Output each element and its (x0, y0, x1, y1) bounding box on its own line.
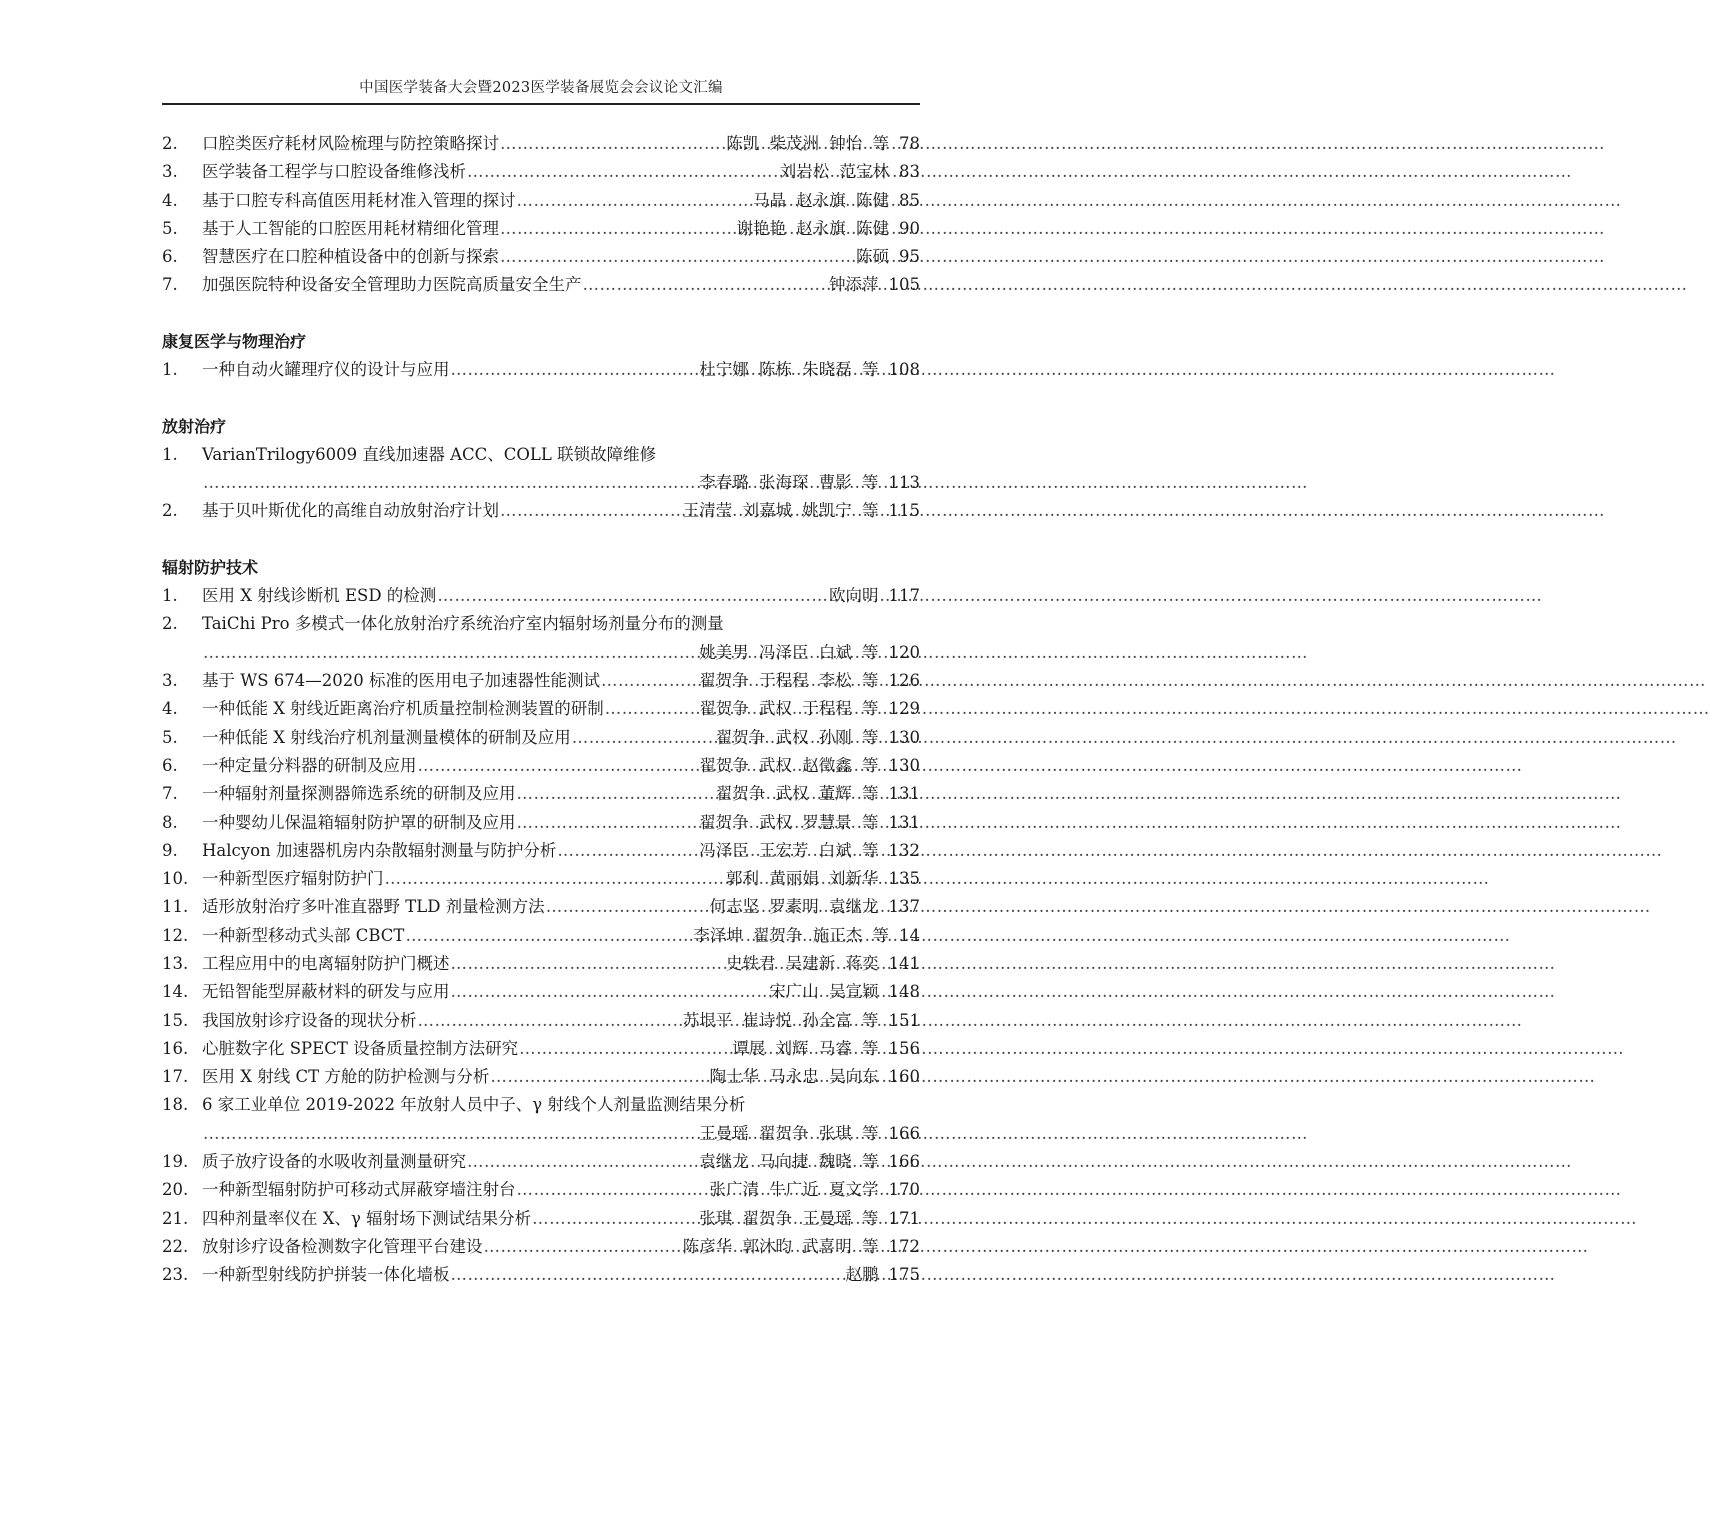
entry-authors: 王清莹 刘嘉城 姚凯宁 等 (682, 501, 879, 521)
entry-page: 148 (888, 982, 920, 1002)
entry-number: 14. (162, 982, 189, 1002)
toc-entry (162, 130, 920, 158)
entry-title: 我国放射诊疗设备的现状分析 (202, 1010, 417, 1030)
entry-number: 2. (162, 501, 178, 521)
entry-page: 166 (888, 1152, 920, 1172)
entry-number: 23. (162, 1265, 189, 1285)
entry-number: 9. (162, 840, 178, 860)
toc-entry (162, 978, 920, 1006)
entry-number: 5. (162, 727, 178, 747)
entry-authors: 谭展 刘辉 马睿 等 (732, 1038, 879, 1058)
leader-dots (517, 187, 753, 215)
entry-page: 131 (888, 812, 920, 832)
entry-authors: 冯泽臣 王宏芳 白斌 等 (699, 840, 879, 860)
entry-number: 2. (162, 614, 178, 634)
toc-entry (162, 922, 920, 950)
entry-number: 12. (162, 925, 189, 945)
toc-entry (162, 865, 920, 893)
leader-dots (203, 1120, 698, 1148)
entry-title: 一种新型医疗辐射防护门 (202, 869, 384, 889)
toc-entry (162, 243, 920, 271)
entry-page: 108 (888, 360, 920, 380)
entry-page: 175 (888, 1265, 920, 1285)
toc-entry (162, 1035, 920, 1063)
entry-number: 7. (162, 275, 178, 295)
entry-page: 131 (888, 784, 920, 804)
toc-entry (162, 837, 920, 865)
entry-authors: 张广清 牛广近 夏文学 (709, 1180, 879, 1200)
leader-dots (451, 950, 726, 978)
toc-entry (162, 356, 920, 384)
entry-title: 一种新型射线防护拼装一体化墙板 (202, 1265, 450, 1285)
page-header: 中国医学装备大会暨2023医学装备展览会会议论文汇编 (162, 76, 920, 105)
leader-dots (583, 271, 829, 299)
entry-page: 14 (899, 925, 920, 945)
toc-entry (162, 1176, 920, 1204)
leader-dots (532, 1205, 698, 1233)
section-spacer (162, 526, 920, 554)
leader-dots (546, 893, 709, 921)
entry-authors: 陶士华 马永忠 吴向东 (709, 1067, 879, 1087)
leader-dots (500, 215, 736, 243)
entry-page: 129 (888, 699, 920, 719)
entry-title: 智慧医疗在口腔种植设备中的创新与探索 (202, 247, 499, 267)
entry-number: 6. (162, 755, 178, 775)
entry-number: 3. (162, 671, 178, 691)
entry-authors: 张琪 翟贺争 王曼瑶 等 (699, 1208, 879, 1228)
entry-number: 3. (162, 162, 178, 182)
entry-page: 130 (888, 755, 920, 775)
entry-page: 160 (888, 1067, 920, 1087)
entry-title: 一种定量分料器的研制及应用 (202, 755, 417, 775)
entry-title: 工程应用中的电离辐射防护门概述 (202, 954, 450, 973)
leader-dots (451, 978, 769, 1006)
entry-number: 15. (162, 1010, 189, 1030)
entry-title: 一种新型辐射防护可移动式屏蔽穿墙注射台 (202, 1180, 516, 1200)
entry-authors: 陈硕 (856, 247, 889, 267)
entry-title: 无铅智能型屏蔽材料的研发与应用 (202, 982, 450, 1002)
entry-page: 126 (888, 671, 920, 691)
entry-page: 113 (888, 473, 920, 493)
entry-title: 基于 WS 674—2020 标准的医用电子加速器性能测试 (202, 671, 600, 691)
entry-number: 1. (162, 444, 178, 464)
entry-authors: 苏垠平 崔诗悦 孙全富 等 (682, 1010, 879, 1030)
toc-entry (162, 1007, 920, 1035)
toc-entry-title-line (162, 1091, 920, 1119)
entry-page: 117 (888, 586, 920, 606)
entry-page: 135 (888, 869, 920, 889)
toc-entry-title-line (162, 610, 920, 638)
leader-dots (484, 1233, 682, 1261)
entry-number: 17. (162, 1067, 189, 1087)
entry-number: 5. (162, 218, 178, 238)
entry-title: 质子放疗设备的水吸收剂量测量研究 (202, 1152, 466, 1172)
toc-entry (162, 271, 920, 299)
leader-dots (467, 1148, 698, 1176)
entry-authors: 何志坚 罗素明 袁继龙 (709, 897, 879, 917)
leader-dots (605, 695, 699, 723)
entry-authors: 马晶 赵永旗 陈健 (753, 190, 889, 210)
entry-title: 四种剂量率仪在 X、γ 辐射场下测试结果分析 (202, 1208, 532, 1228)
entry-number: 8. (162, 812, 178, 832)
entry-page: 85 (899, 190, 920, 210)
entry-authors: 姚美男 冯泽臣 白斌 等 (699, 642, 879, 662)
entry-number: 7. (162, 784, 178, 804)
entry-authors: 翟贺争 于程程 李松 等 (699, 671, 879, 691)
entry-page: 90 (899, 218, 920, 238)
entry-authors: 翟贺争 武权 罗慧景 等 (699, 812, 879, 832)
entry-number: 4. (162, 190, 178, 210)
entry-page: 156 (888, 1038, 920, 1058)
entry-authors: 翟贺争 武权 于程程 等 (699, 699, 879, 719)
entry-number: 19. (162, 1152, 189, 1172)
entry-title: VarianTrilogy6009 直线加速器 ACC、COLL 联锁故障维修 (202, 444, 657, 464)
entry-title: 医用 X 射线诊断机 ESD 的检测 (202, 586, 437, 606)
entry-number: 10. (162, 869, 189, 889)
leader-dots (500, 130, 725, 158)
entry-title: 加强医院特种设备安全管理助力医院高质量安全生产 (202, 275, 582, 295)
table-of-contents (162, 130, 920, 1290)
entry-title: 心脏数字化 SPECT 设备质量控制方法研究 (202, 1038, 519, 1058)
entry-number: 11. (162, 897, 189, 917)
toc-entry-author-line (162, 639, 920, 667)
section-spacer (162, 384, 920, 412)
entry-page: 172 (888, 1236, 920, 1256)
leader-dots (203, 639, 698, 667)
entry-number: 18. (162, 1095, 189, 1115)
entry-title: 医学装备工程学与口腔设备维修浅析 (202, 162, 466, 182)
entry-title: TaiChi Pro 多模式一体化放射治疗系统治疗室内辐射场剂量分布的测量 (202, 614, 724, 634)
entry-authors: 李泽坤 翟贺争 施正杰 等 (693, 925, 889, 945)
entry-title: 口腔类医疗耗材风险梳理与防控策略探讨 (202, 134, 499, 153)
entry-page: 95 (899, 247, 920, 267)
toc-entry (162, 780, 920, 808)
toc-entry (162, 158, 920, 186)
leader-dots (490, 1063, 708, 1091)
toc-entry (162, 582, 920, 610)
leader-dots (385, 865, 726, 893)
entry-page: 141 (888, 954, 920, 973)
leader-dots (557, 837, 698, 865)
entry-number: 1. (162, 360, 178, 380)
toc-entry (162, 1233, 920, 1261)
toc-entry-title-line (162, 441, 920, 469)
section-heading: 辐射防护技术 (162, 558, 259, 578)
entry-number: 16. (162, 1038, 189, 1058)
leader-dots (500, 497, 682, 525)
entry-authors: 翟贺争 武权 赵徵鑫 等 (699, 755, 879, 775)
entry-title: 一种新型移动式头部 CBCT (202, 925, 405, 945)
section-heading: 康复医学与物理治疗 (162, 332, 307, 352)
entry-authors: 刘岩松 范宝林 (779, 162, 889, 182)
toc-entry (162, 187, 920, 215)
entry-title: 6 家工业单位 2019-2022 年放射人员中子、γ 射线个人剂量监测结果分析 (202, 1095, 746, 1115)
entry-page: 166 (888, 1123, 920, 1143)
leader-dots (519, 1035, 731, 1063)
toc-entry (162, 950, 920, 978)
entry-title: 基于口腔专科高值医用耗材准入管理的探讨 (202, 190, 516, 210)
leader-dots (601, 667, 698, 695)
entry-page: 130 (888, 727, 920, 747)
entry-page: 120 (888, 642, 920, 662)
entry-authors: 袁继龙 马向捷 魏晓 等 (699, 1152, 879, 1172)
leader-dots (203, 469, 698, 497)
entry-title: 医用 X 射线 CT 方舱的防护检测与分析 (202, 1067, 490, 1087)
entry-number: 21. (162, 1208, 189, 1228)
entry-number: 22. (162, 1236, 189, 1256)
toc-entry (162, 695, 920, 723)
entry-page: 170 (888, 1180, 920, 1200)
entry-page: 132 (888, 840, 920, 860)
leader-dots (405, 922, 692, 950)
toc-entry (162, 724, 920, 752)
entry-authors: 郭利 黄丽娟 刘新华 (726, 869, 879, 889)
entry-authors: 史轶君 吴建新 蒋奕 (726, 954, 879, 973)
entry-page: 83 (899, 162, 920, 182)
entry-number: 2. (162, 134, 178, 153)
entry-page: 137 (888, 897, 920, 917)
entry-title: 一种低能 X 射线近距离治疗机质量控制检测装置的研制 (202, 699, 604, 719)
entry-title: 基于人工智能的口腔医用耗材精细化管理 (202, 218, 499, 238)
entry-authors: 翟贺争 武权 孙刚 等 (715, 727, 879, 747)
entry-title: 一种低能 X 射线治疗机剂量测量模体的研制及应用 (202, 727, 571, 747)
entry-authors: 钟添萍 (829, 275, 879, 295)
entry-title: 放射诊疗设备检测数字化管理平台建设 (202, 1236, 483, 1256)
entry-authors: 王曼瑶 翟贺争 张琪 等 (699, 1123, 879, 1143)
entry-title: 一种婴幼儿保温箱辐射防护罩的研制及应用 (202, 812, 516, 832)
leader-dots (572, 724, 715, 752)
entry-number: 4. (162, 699, 178, 719)
toc-entry (162, 215, 920, 243)
entry-authors: 翟贺争 武权 董辉 等 (715, 784, 879, 804)
entry-page: 151 (888, 1010, 920, 1030)
entry-title: 基于贝叶斯优化的高维自动放射治疗计划 (202, 501, 499, 521)
entry-number: 13. (162, 954, 189, 973)
entry-authors: 宋广山 吴宣颖 (769, 982, 879, 1002)
leader-dots (437, 582, 828, 610)
entry-number: 20. (162, 1180, 189, 1200)
leader-dots (418, 1007, 682, 1035)
section-spacer (162, 300, 920, 328)
entry-authors: 欧向明 (829, 586, 879, 606)
toc-entry (162, 893, 920, 921)
toc-entry (162, 1261, 920, 1289)
entry-authors: 谢艳艳 赵永旗 陈健 (736, 218, 889, 238)
entry-title: 一种自动火罐理疗仪的设计与应用 (202, 360, 450, 380)
leader-dots (418, 752, 699, 780)
section-heading: 放射治疗 (162, 416, 227, 436)
entry-number: 1. (162, 586, 178, 606)
leader-dots (451, 1261, 845, 1289)
entry-title: 适形放射治疗多叶准直器野 TLD 剂量检测方法 (202, 897, 545, 917)
entry-page: 78 (899, 134, 920, 153)
leader-dots (451, 356, 699, 384)
entry-number: 6. (162, 247, 178, 267)
entry-title: 一种辐射剂量探测器筛选系统的研制及应用 (202, 784, 516, 804)
toc-entry (162, 1205, 920, 1233)
entry-authors: 杜宁娜 陈栋 朱晓磊 等 (699, 360, 879, 380)
toc-entry (162, 667, 920, 695)
leader-dots (517, 780, 715, 808)
leader-dots (500, 243, 855, 271)
toc-entry-author-line (162, 1120, 920, 1148)
entry-authors: 陈凯 柴茂洲 钟怡 等 (726, 134, 889, 153)
entry-authors: 李春璐 张海琛 曹影 等 (699, 473, 879, 493)
entry-page: 105 (888, 275, 920, 295)
toc-entry (162, 752, 920, 780)
entry-authors: 赵鹏 (845, 1265, 879, 1285)
toc-entry (162, 1063, 920, 1091)
leader-dots (517, 1176, 709, 1204)
entry-title: Halcyon 加速器机房内杂散辐射测量与防护分析 (202, 840, 557, 860)
toc-entry (162, 809, 920, 837)
entry-page: 115 (888, 501, 920, 521)
toc-entry (162, 1148, 920, 1176)
entry-page: 171 (888, 1208, 920, 1228)
toc-entry (162, 497, 920, 525)
toc-entry-author-line (162, 469, 920, 497)
leader-dots (517, 809, 699, 837)
leader-dots (467, 158, 779, 186)
entry-authors: 陈彦华 郭沐昀 武喜明 等 (682, 1236, 879, 1256)
